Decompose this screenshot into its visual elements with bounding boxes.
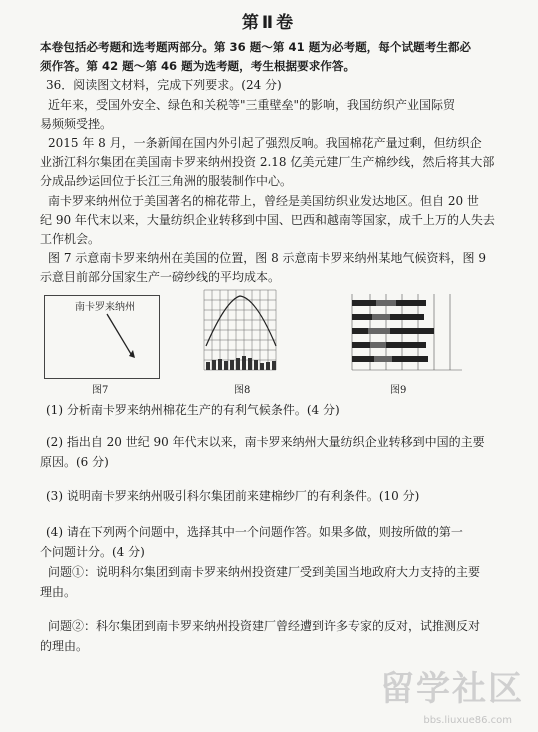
paragraph-1-line-2: 易频频受挫。 xyxy=(40,117,113,131)
paragraph-4-line-1: 图 7 示意南卡罗来纳州在美国的位置，图 8 示意南卡罗来纳州某地气候资料，图 9 xyxy=(48,251,486,265)
paragraph-3-line-3: 工作机会。 xyxy=(40,232,101,246)
figure-7-caption: 图7 xyxy=(92,385,109,396)
section-title: 第Ⅱ卷 xyxy=(241,13,297,33)
watermark-url: bbs.liuxue86.com xyxy=(423,715,512,726)
instructions-line-1: 本卷包括必考题和选考题两部分。第 36 题～第 41 题为必考题，每个试题考生都必 xyxy=(40,40,472,54)
question-4-line-2: 个问题计分。(4 分) xyxy=(40,545,145,559)
issue-2-line-1: 问题②：科尔集团到南卡罗来纳州投资建厂曾经遭到许多专家的反对，试推测反对 xyxy=(48,619,481,633)
paragraph-2-line-1: 2015 年 8 月，一条新闻在国内外引起了强烈反响。我国棉花产量过剩，但纺织企 xyxy=(48,136,482,150)
paragraph-1-line-1: 近年来，受国外安全、绿色和关税等"三重壁垒"的影响，我国纺织产业国际贸 xyxy=(48,98,456,112)
figure-7-map xyxy=(44,295,160,379)
climate-chart-graphic xyxy=(192,286,292,382)
issue-1-line-2: 理由。 xyxy=(40,585,77,599)
issue-2-line-2: 的理由。 xyxy=(40,639,89,653)
paragraph-2-line-3: 分成品纱运回位于长江三角洲的服装制作中心。 xyxy=(40,174,293,188)
figure-9-cost-chart xyxy=(322,286,472,382)
question-36-header: 36．阅读图文材料，完成下列要求。(24 分) xyxy=(46,78,282,92)
watermark-logo: 留学社区 xyxy=(380,669,524,709)
arrow-icon xyxy=(45,296,159,378)
question-2-line-2: 原因。(6 分) xyxy=(40,455,109,469)
figure-9-caption: 图9 xyxy=(390,385,407,396)
paragraph-4-line-2: 示意目前部分国家生产一磅纱线的平均成本。 xyxy=(40,270,281,284)
cost-chart-graphic xyxy=(322,286,472,382)
paragraph-3-line-1: 南卡罗来纳州位于美国著名的棉花带上，曾经是美国纺织业发达地区。但自 20 世 xyxy=(48,194,479,208)
paragraph-2-line-2: 业浙江科尔集团在美国南卡罗来纳州投资 2.18 亿美元建厂生产棉纱线，然后将其大部 xyxy=(40,155,495,169)
issue-1-line-1: 问题①：说明科尔集团到南卡罗来纳州投资建厂受到美国当地政府大力支持的主要 xyxy=(48,565,481,579)
question-1: (1) 分析南卡罗来纳州棉花生产的有利气候条件。(4 分) xyxy=(46,403,340,417)
map-label-south-carolina: 南卡罗来纳州 xyxy=(75,302,135,313)
question-4-line-1: (4) 请在下列两个问题中，选择其中一个问题作答。如果多做，则按所做的第一 xyxy=(46,525,463,539)
question-3: (3) 说明南卡罗来纳州吸引科尔集团前来建棉纱厂的有利条件。(10 分) xyxy=(46,489,420,503)
paragraph-3-line-2: 纪 90 年代末以来，大量纺织企业转移到中国、巴西和越南等国家，成千上万的人失去 xyxy=(40,213,495,227)
instructions-line-2: 须作答。第 42 题～第 46 题为选考题，考生根据要求作答。 xyxy=(40,59,356,73)
figure-8-caption: 图8 xyxy=(234,385,251,396)
question-2-line-1: (2) 指出自 20 世纪 90 年代末以来，南卡罗来纳州大量纺织企业转移到中国的主要 xyxy=(46,435,485,449)
figure-8-climate-chart xyxy=(192,286,292,382)
